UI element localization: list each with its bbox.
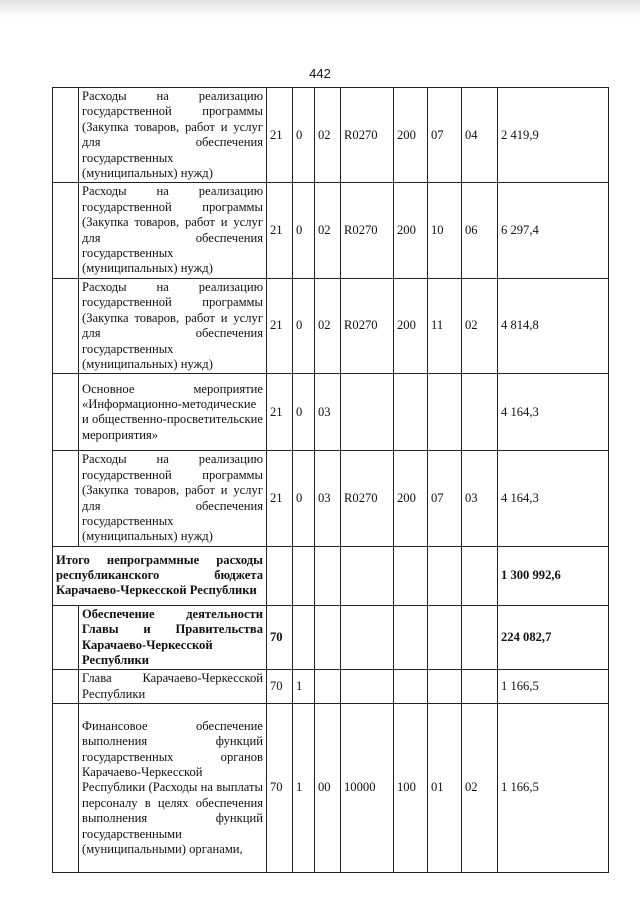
table-row [53, 183, 609, 278]
code-cell [462, 546, 498, 605]
code-cell [341, 374, 394, 451]
code-cell: 0 [293, 451, 315, 546]
code-cell [315, 605, 341, 670]
code-cell: 1 [293, 670, 315, 704]
code-cell [394, 605, 428, 670]
code-cell: 100 [394, 704, 428, 873]
code-cell: 70 [267, 670, 293, 704]
code-cell [341, 546, 394, 605]
code-cell [293, 546, 315, 605]
expense-name: Финансовое обеспечение выполнения функций государственных органов Карачаево-Черкесской Республики (Расходы на выплаты персоналу в целях обеспечения выполнения функций государственными (муниципальными) органами, [79, 704, 267, 873]
code-cell: 1 [293, 704, 315, 873]
code-cell: 200 [394, 88, 428, 183]
code-cell: 04 [462, 88, 498, 183]
code-cell [293, 605, 315, 670]
code-cell [428, 670, 462, 704]
code-cell: 0 [293, 374, 315, 451]
expense-name: Глава Карачаево-Черкесской Республики [79, 670, 267, 704]
code-cell [341, 670, 394, 704]
code-cell: R0270 [341, 278, 394, 373]
expense-name: Расходы на реализацию государственной программы (Закупка товаров, работ и услуг для обеспечения государственных (муниципальных) нужд) [79, 183, 267, 278]
code-cell [428, 605, 462, 670]
code-cell: 200 [394, 278, 428, 373]
table-row [53, 704, 609, 873]
code-cell: 21 [267, 451, 293, 546]
code-cell [341, 605, 394, 670]
code-cell: 0 [293, 88, 315, 183]
table-row [53, 451, 609, 546]
code-cell: 02 [315, 278, 341, 373]
indent-cell [53, 183, 79, 278]
total-row [53, 546, 609, 605]
expense-name: Основное мероприятие «Информационно-методические и общественно-просветительские мероприятия» [79, 374, 267, 451]
total-label: Итого непрограммные расходы республиканского бюджета Карачаево-Черкесской Республики [53, 546, 267, 605]
code-cell: R0270 [341, 88, 394, 183]
code-cell: 21 [267, 278, 293, 373]
indent-cell [53, 704, 79, 873]
code-cell: R0270 [341, 451, 394, 546]
code-cell: 21 [267, 183, 293, 278]
code-cell: 07 [428, 88, 462, 183]
section-amount: 224 082,7 [498, 605, 609, 670]
section-row [53, 605, 609, 670]
indent-cell [53, 278, 79, 373]
indent-cell [53, 605, 79, 670]
table-row [53, 374, 609, 451]
budget-table [52, 87, 609, 873]
code-cell: 03 [315, 451, 341, 546]
total-amount: 1 300 992,6 [498, 546, 609, 605]
code-cell [462, 605, 498, 670]
table-row [53, 88, 609, 183]
expense-name: Расходы на реализацию государственной программы (Закупка товаров, работ и услуг для обеспечения государственных (муниципальных) нужд) [79, 451, 267, 546]
code-cell [428, 374, 462, 451]
expense-name: Расходы на реализацию государственной программы (Закупка товаров, работ и услуг для обеспечения государственных (муниципальных) нужд) [79, 278, 267, 373]
code-cell: 0 [293, 278, 315, 373]
section-name: Обеспечение деятельности Главы и Правительства Карачаево-Черкесской Республики [79, 605, 267, 670]
code-cell [462, 670, 498, 704]
code-cell: 00 [315, 704, 341, 873]
amount-cell: 4 164,3 [498, 374, 609, 451]
code-cell [428, 546, 462, 605]
code-cell: 70 [267, 704, 293, 873]
amount-cell: 4 814,8 [498, 278, 609, 373]
code-cell: 02 [315, 183, 341, 278]
code-cell [267, 546, 293, 605]
amount-cell: 1 166,5 [498, 670, 609, 704]
table-row [53, 670, 609, 704]
code-cell [394, 374, 428, 451]
indent-cell [53, 88, 79, 183]
expense-name: Расходы на реализацию государственной программы (Закупка товаров, работ и услуг для обеспечения государственных (муниципальных) нужд) [79, 88, 267, 183]
code-cell: 02 [315, 88, 341, 183]
page-number: 442 [309, 66, 331, 81]
code-cell [394, 670, 428, 704]
code-cell: 21 [267, 88, 293, 183]
indent-cell [53, 451, 79, 546]
table-body [53, 88, 609, 873]
code-cell [315, 670, 341, 704]
code-cell: 02 [462, 704, 498, 873]
code-cell: 06 [462, 183, 498, 278]
code-cell: 03 [315, 374, 341, 451]
code-cell: 0 [293, 183, 315, 278]
code-cell [462, 374, 498, 451]
code-cell: 10000 [341, 704, 394, 873]
code-cell: 200 [394, 451, 428, 546]
table-row [53, 278, 609, 373]
indent-cell [53, 670, 79, 704]
code-cell: 01 [428, 704, 462, 873]
indent-cell [53, 374, 79, 451]
code-cell [394, 546, 428, 605]
code-cell [315, 546, 341, 605]
code-cell: 07 [428, 451, 462, 546]
code-cell: 21 [267, 374, 293, 451]
amount-cell: 2 419,9 [498, 88, 609, 183]
code-cell: 03 [462, 451, 498, 546]
amount-cell: 1 166,5 [498, 704, 609, 873]
code-cell: 10 [428, 183, 462, 278]
amount-cell: 6 297,4 [498, 183, 609, 278]
code-cell: 02 [462, 278, 498, 373]
amount-cell: 4 164,3 [498, 451, 609, 546]
code-cell: R0270 [341, 183, 394, 278]
code-cell: 11 [428, 278, 462, 373]
code-cell: 200 [394, 183, 428, 278]
scan-edge [0, 0, 640, 18]
code-cell: 70 [267, 605, 293, 670]
